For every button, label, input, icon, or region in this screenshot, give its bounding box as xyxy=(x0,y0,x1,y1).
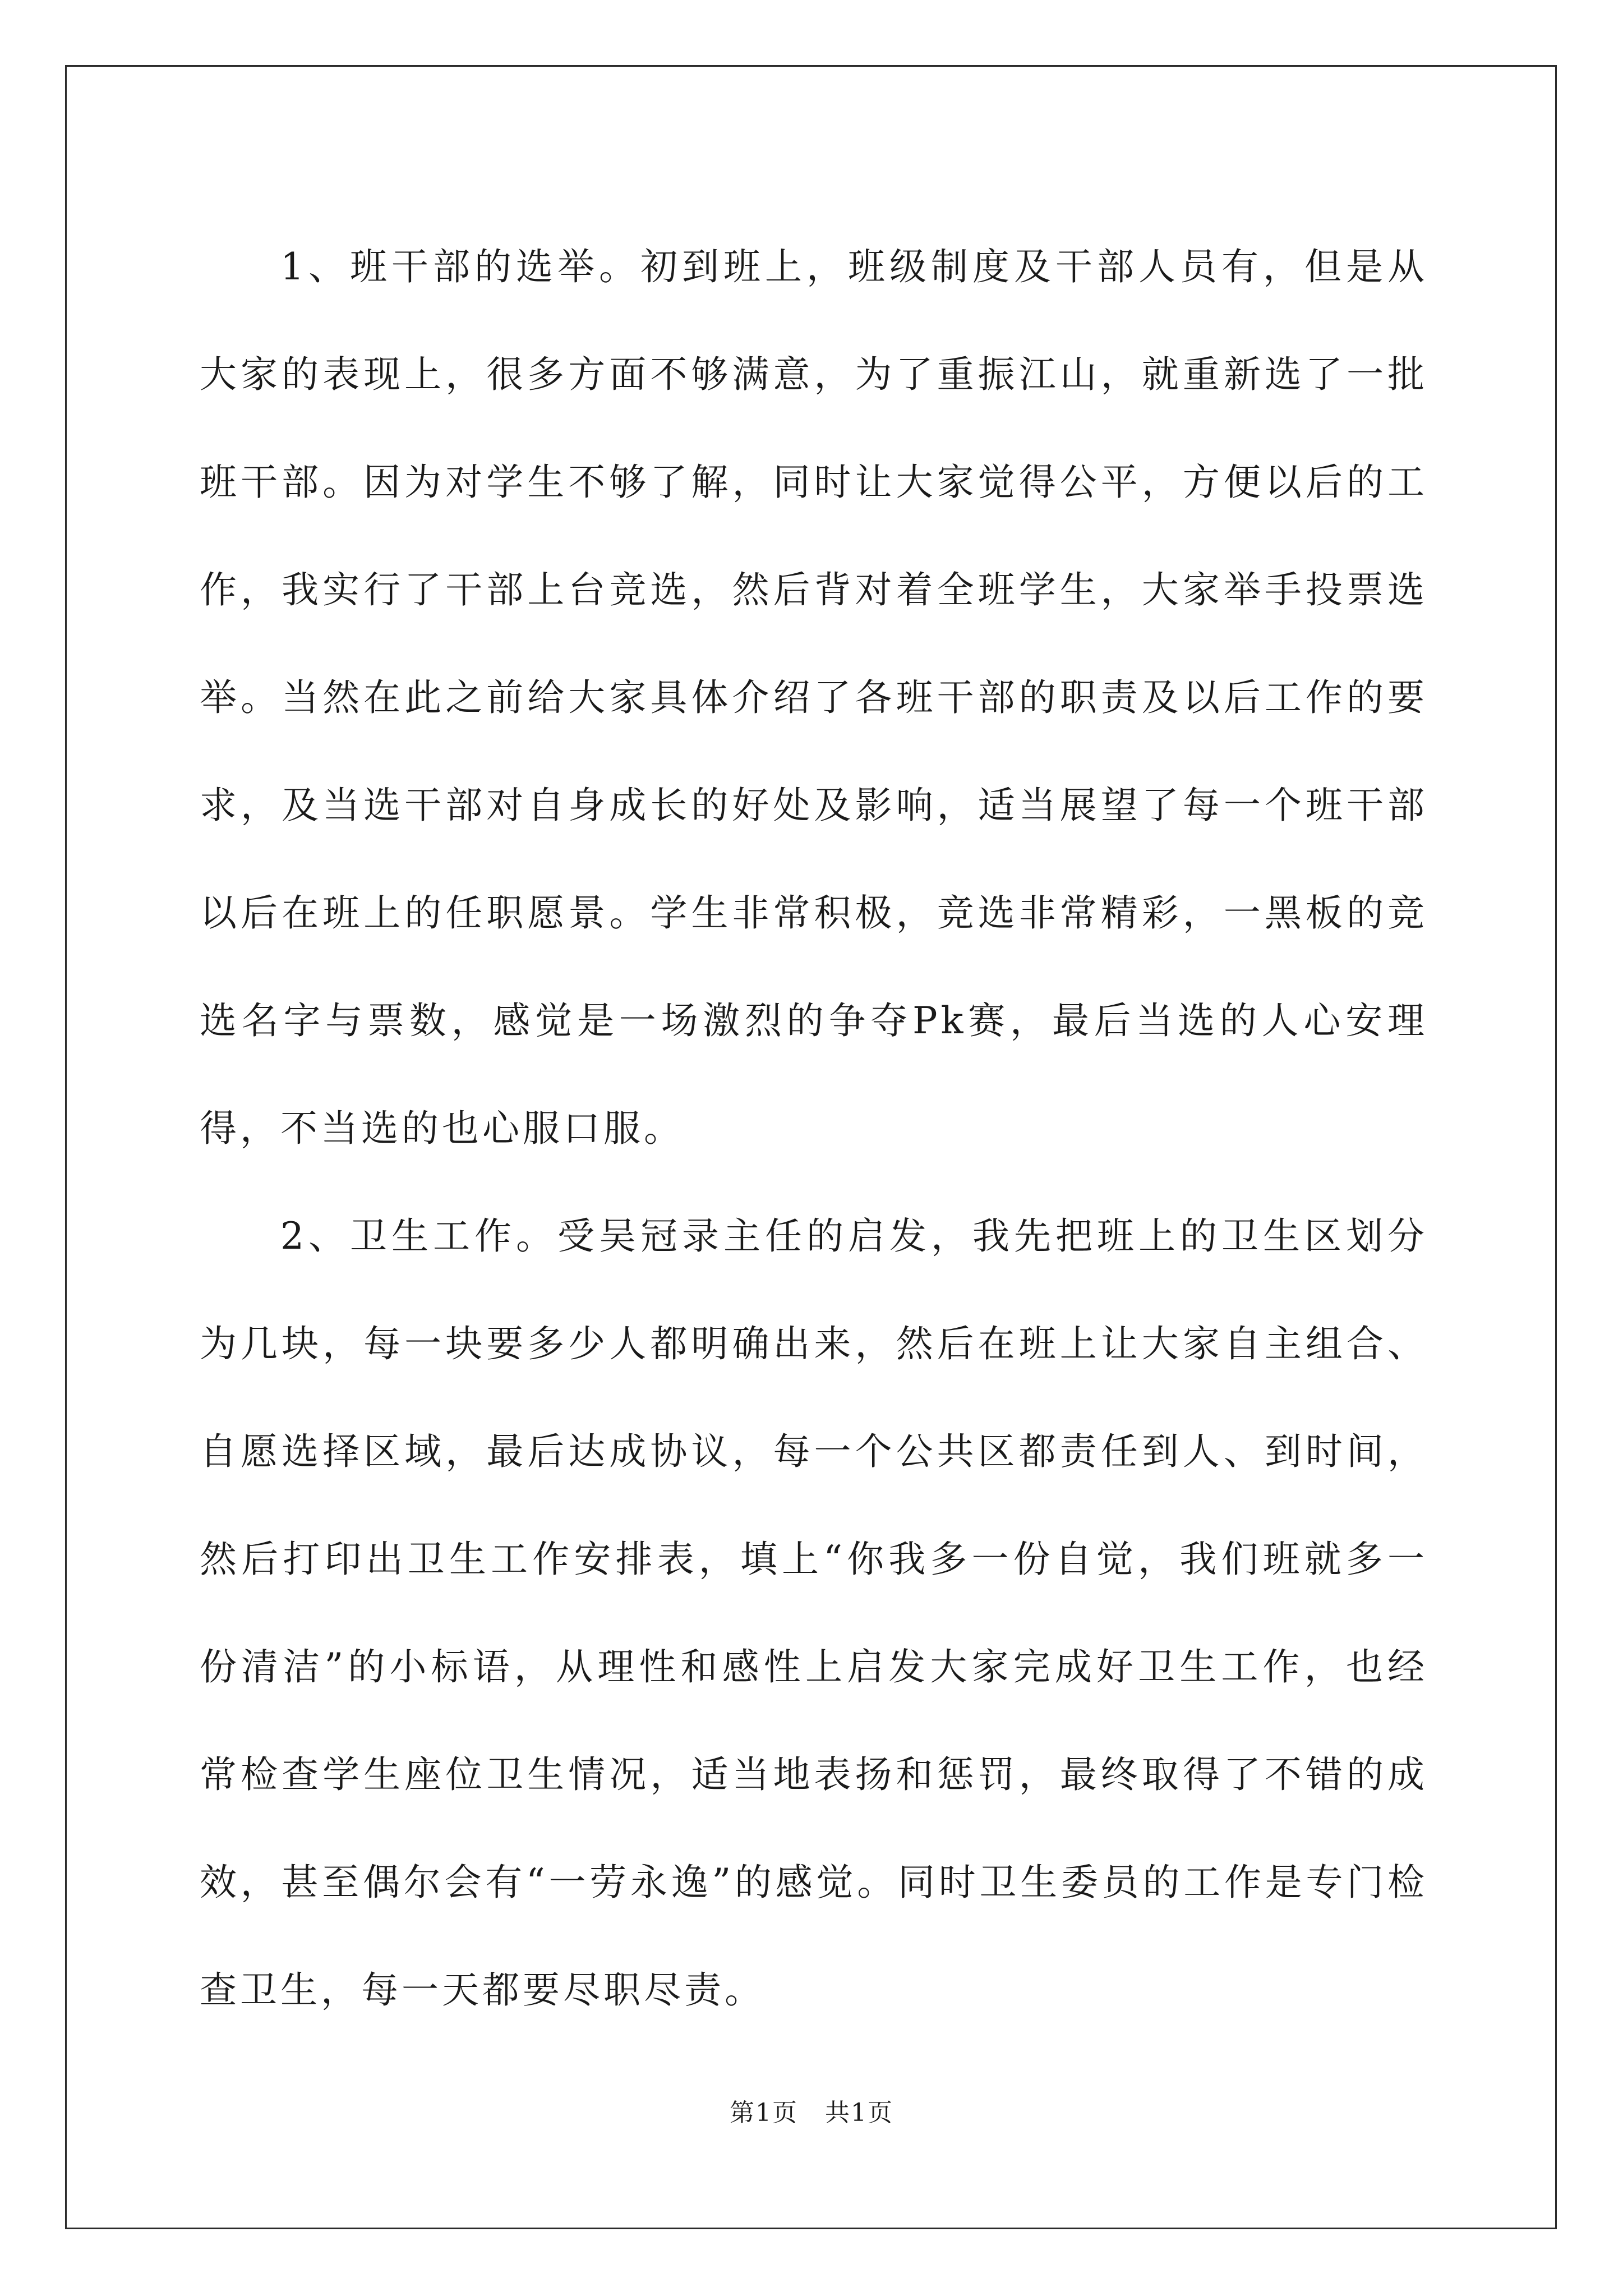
paragraph-class-cadre-election: 1、班干部的选举。初到班上，班级制度及干部人员有，但是从大家的表现上，很多方面不够满意，为了重振江山，就重新选了一批班干部。因为对学生不够了解，同时让大家觉得公平，方便以后的工作，我实行了干部上台竞选，然后背对着全班学生，大家举手投票选举。当然在此之前给大家具体介绍了各班干部的职责及以后工作的要求，及当选干部对自身成长的好处及影响，适当展望了每一个班干部以后在班上的任职愿景。学生非常积极，竞选非常精彩，一黑板的竞选名字与票数，感觉是一场激烈的争夺Pk赛，最后当选的人心安理得，不当选的也心服口服。 xyxy=(200,245,1428,1150)
page-number-current: 第1页 xyxy=(730,2099,798,2127)
document-body xyxy=(200,213,1428,2044)
paragraph-hygiene-work: 2、卫生工作。受吴冠录主任的启发，我先把班上的卫生区划分为几块，每一块要多少人都明确出来，然后在班上让大家自主组合、自愿选择区域，最后达成协议，每一个公共区都责任到人、到时间，然后打印出卫生工作安排表，填上“你我多一份自觉，我们班就多一份清洁”的小标语，从理性和感性上启发大家完成好卫生工作，也经常检查学生座位卫生情况，适当地表扬和惩罚，最终取得了不错的成效，甚至偶尔会有“一劳永逸”的感觉。同时卫生委员的工作是专门检查卫生，每一天都要尽职尽责。 xyxy=(200,1214,1428,2012)
page-footer xyxy=(0,2092,1623,2128)
page-number-total: 共1页 xyxy=(825,2099,893,2127)
